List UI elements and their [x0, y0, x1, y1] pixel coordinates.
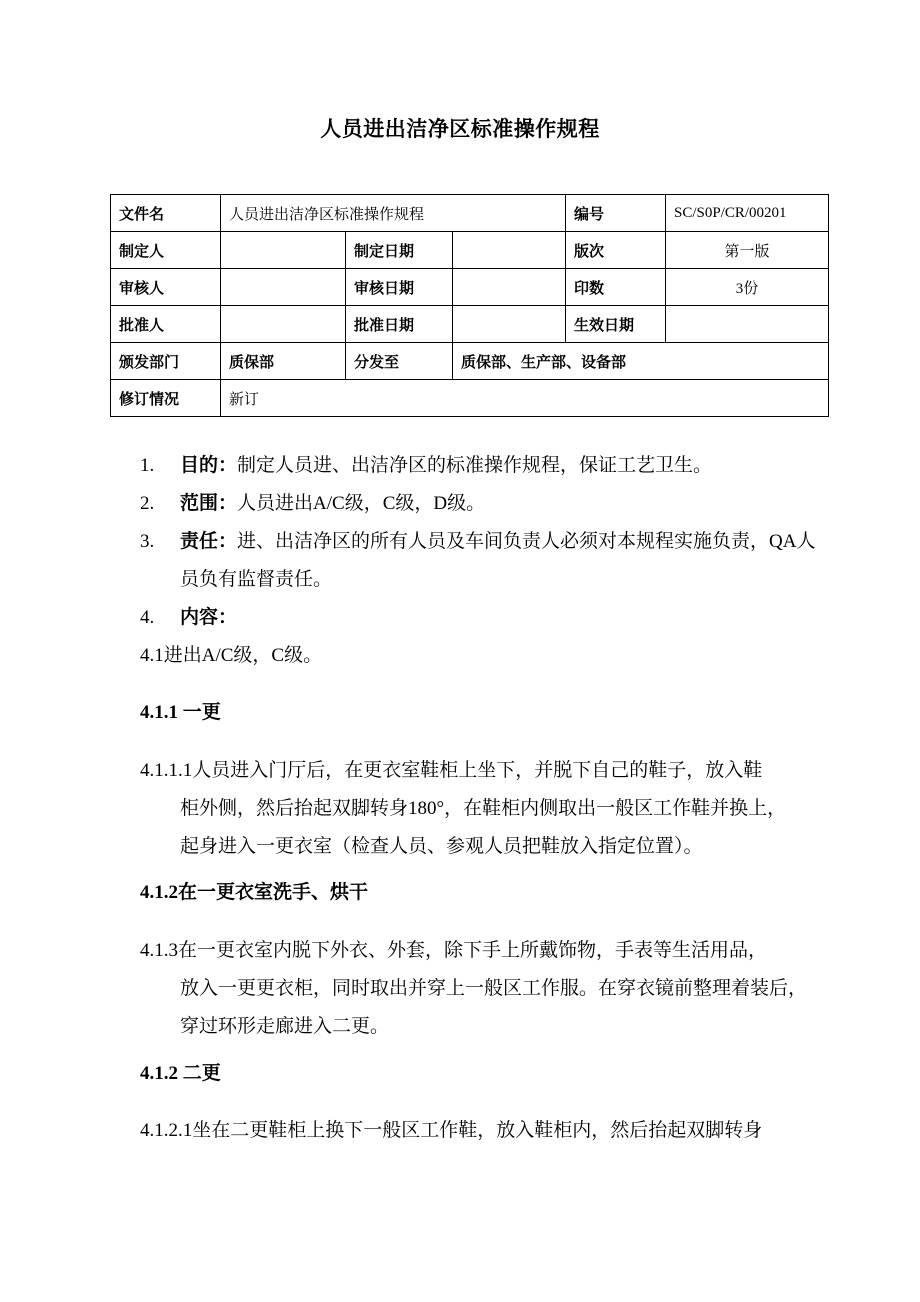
item-content: [180, 599, 832, 637]
item-label: 内容：: [180, 607, 238, 628]
item-text: 人员进出A/C级，C级，D级。: [237, 493, 486, 514]
section-heading: 4.1.2 二更: [140, 1063, 221, 1084]
table-value-cell: [221, 269, 346, 306]
document-title: 人员进出洁净区标准操作规程: [320, 118, 600, 141]
table-row: [111, 380, 829, 417]
paragraph-line: 4.1.3在一更衣室内脱下外衣、外套，除下手上所戴饰物，手表等生活用品，: [140, 940, 768, 961]
table-value-cell: [453, 232, 566, 269]
item-text-line: [180, 599, 832, 637]
table-label-cell: 颁发部门: [111, 343, 221, 380]
item-number: 4.: [140, 607, 155, 628]
item-label: 责任：: [180, 531, 238, 552]
numbered-item: [140, 599, 832, 637]
paragraph-line: 起身进入一更衣室（检查人员、参观人员把鞋放入指定位置）。: [180, 836, 703, 857]
item-text: 制定人员进、出洁净区的标准操作规程，保证工艺卫生。: [237, 455, 713, 476]
table-value-cell: SC/S0P/CR/00201: [666, 195, 829, 232]
table-value-cell: [221, 232, 346, 269]
numbered-item: [140, 447, 832, 485]
item-text-line: [180, 485, 832, 523]
paragraph-line: 穿过环形走廊进入二更。: [180, 1016, 390, 1037]
item-text-line: 员负有监督责任。: [180, 569, 333, 590]
numbered-item: [140, 523, 832, 599]
item-number: 2.: [140, 493, 155, 514]
paragraph: [140, 1112, 832, 1150]
item-label: 范围：: [180, 493, 238, 514]
table-label-cell: 版次: [566, 232, 666, 269]
table-value-cell: [666, 306, 829, 343]
table-label-cell: 文件名: [111, 195, 221, 232]
table-value-cell: 3份: [666, 269, 829, 306]
paragraph-line: 柜外侧，然后抬起双脚转身180°，在鞋柜内侧取出一般区工作鞋并换上，: [180, 798, 787, 819]
item-number: 1.: [140, 455, 155, 476]
paragraph-line: 4.1.1.1人员进入门厅后，在更衣室鞋柜上坐下，并脱下自己的鞋子，放入鞋: [140, 760, 763, 781]
item-number: 3.: [140, 531, 155, 552]
paragraph: [140, 752, 832, 866]
document-body: [140, 447, 832, 1150]
document-info-table: [110, 194, 829, 417]
table-label-cell: 审核日期: [346, 269, 453, 306]
table-row: [111, 195, 829, 232]
table-label-cell: 审核人: [111, 269, 221, 306]
table-value-cell: 新订: [221, 380, 829, 417]
item-content: [180, 485, 832, 523]
table-label-cell: 批准日期: [346, 306, 453, 343]
paragraph-line: 放入一更更衣柜，同时取出并穿上一般区工作服。在穿衣镜前整理着装后，: [180, 978, 808, 999]
section-heading: 4.1进出A/C级，C级。: [140, 645, 323, 666]
doc-table-body: [111, 195, 829, 417]
item-text: 进、出洁净区的所有人员及车间负责人必须对本规程实施负责，QA人: [237, 531, 816, 552]
table-label-cell: 生效日期: [566, 306, 666, 343]
table-value-cell: [453, 306, 566, 343]
table-label-cell: 编号: [566, 195, 666, 232]
section-heading: 4.1.2在一更衣室洗手、烘干: [140, 882, 369, 903]
numbered-item: [140, 485, 832, 523]
table-label-cell: 制定人: [111, 232, 221, 269]
table-label-cell: 制定日期: [346, 232, 453, 269]
item-text-line: [180, 447, 832, 485]
table-label-cell: 分发至: [346, 343, 453, 380]
paragraph-line: 4.1.2.1坐在二更鞋柜上换下一般区工作鞋，放入鞋柜内，然后抬起双脚转身: [140, 1120, 763, 1141]
table-value-cell: 人员进出洁净区标准操作规程: [221, 195, 566, 232]
table-value-cell: [221, 306, 346, 343]
item-content: [180, 447, 832, 485]
table-row: [111, 343, 829, 380]
table-row: [111, 232, 829, 269]
table-label-cell: 印数: [566, 269, 666, 306]
item-content: [180, 523, 832, 599]
table-value-cell: 第一版: [666, 232, 829, 269]
item-label: 目的：: [180, 455, 238, 476]
table-value-cell: [453, 269, 566, 306]
item-text-line: [180, 523, 832, 561]
table-label-cell: 修订情况: [111, 380, 221, 417]
table-label-cell: 质保部、生产部、设备部: [453, 343, 829, 380]
section-heading: 4.1.1 一更: [140, 702, 221, 723]
table-label-cell: 批准人: [111, 306, 221, 343]
table-row: [111, 306, 829, 343]
table-row: [111, 269, 829, 306]
table-label-cell: 质保部: [221, 343, 346, 380]
paragraph: [140, 932, 832, 1046]
